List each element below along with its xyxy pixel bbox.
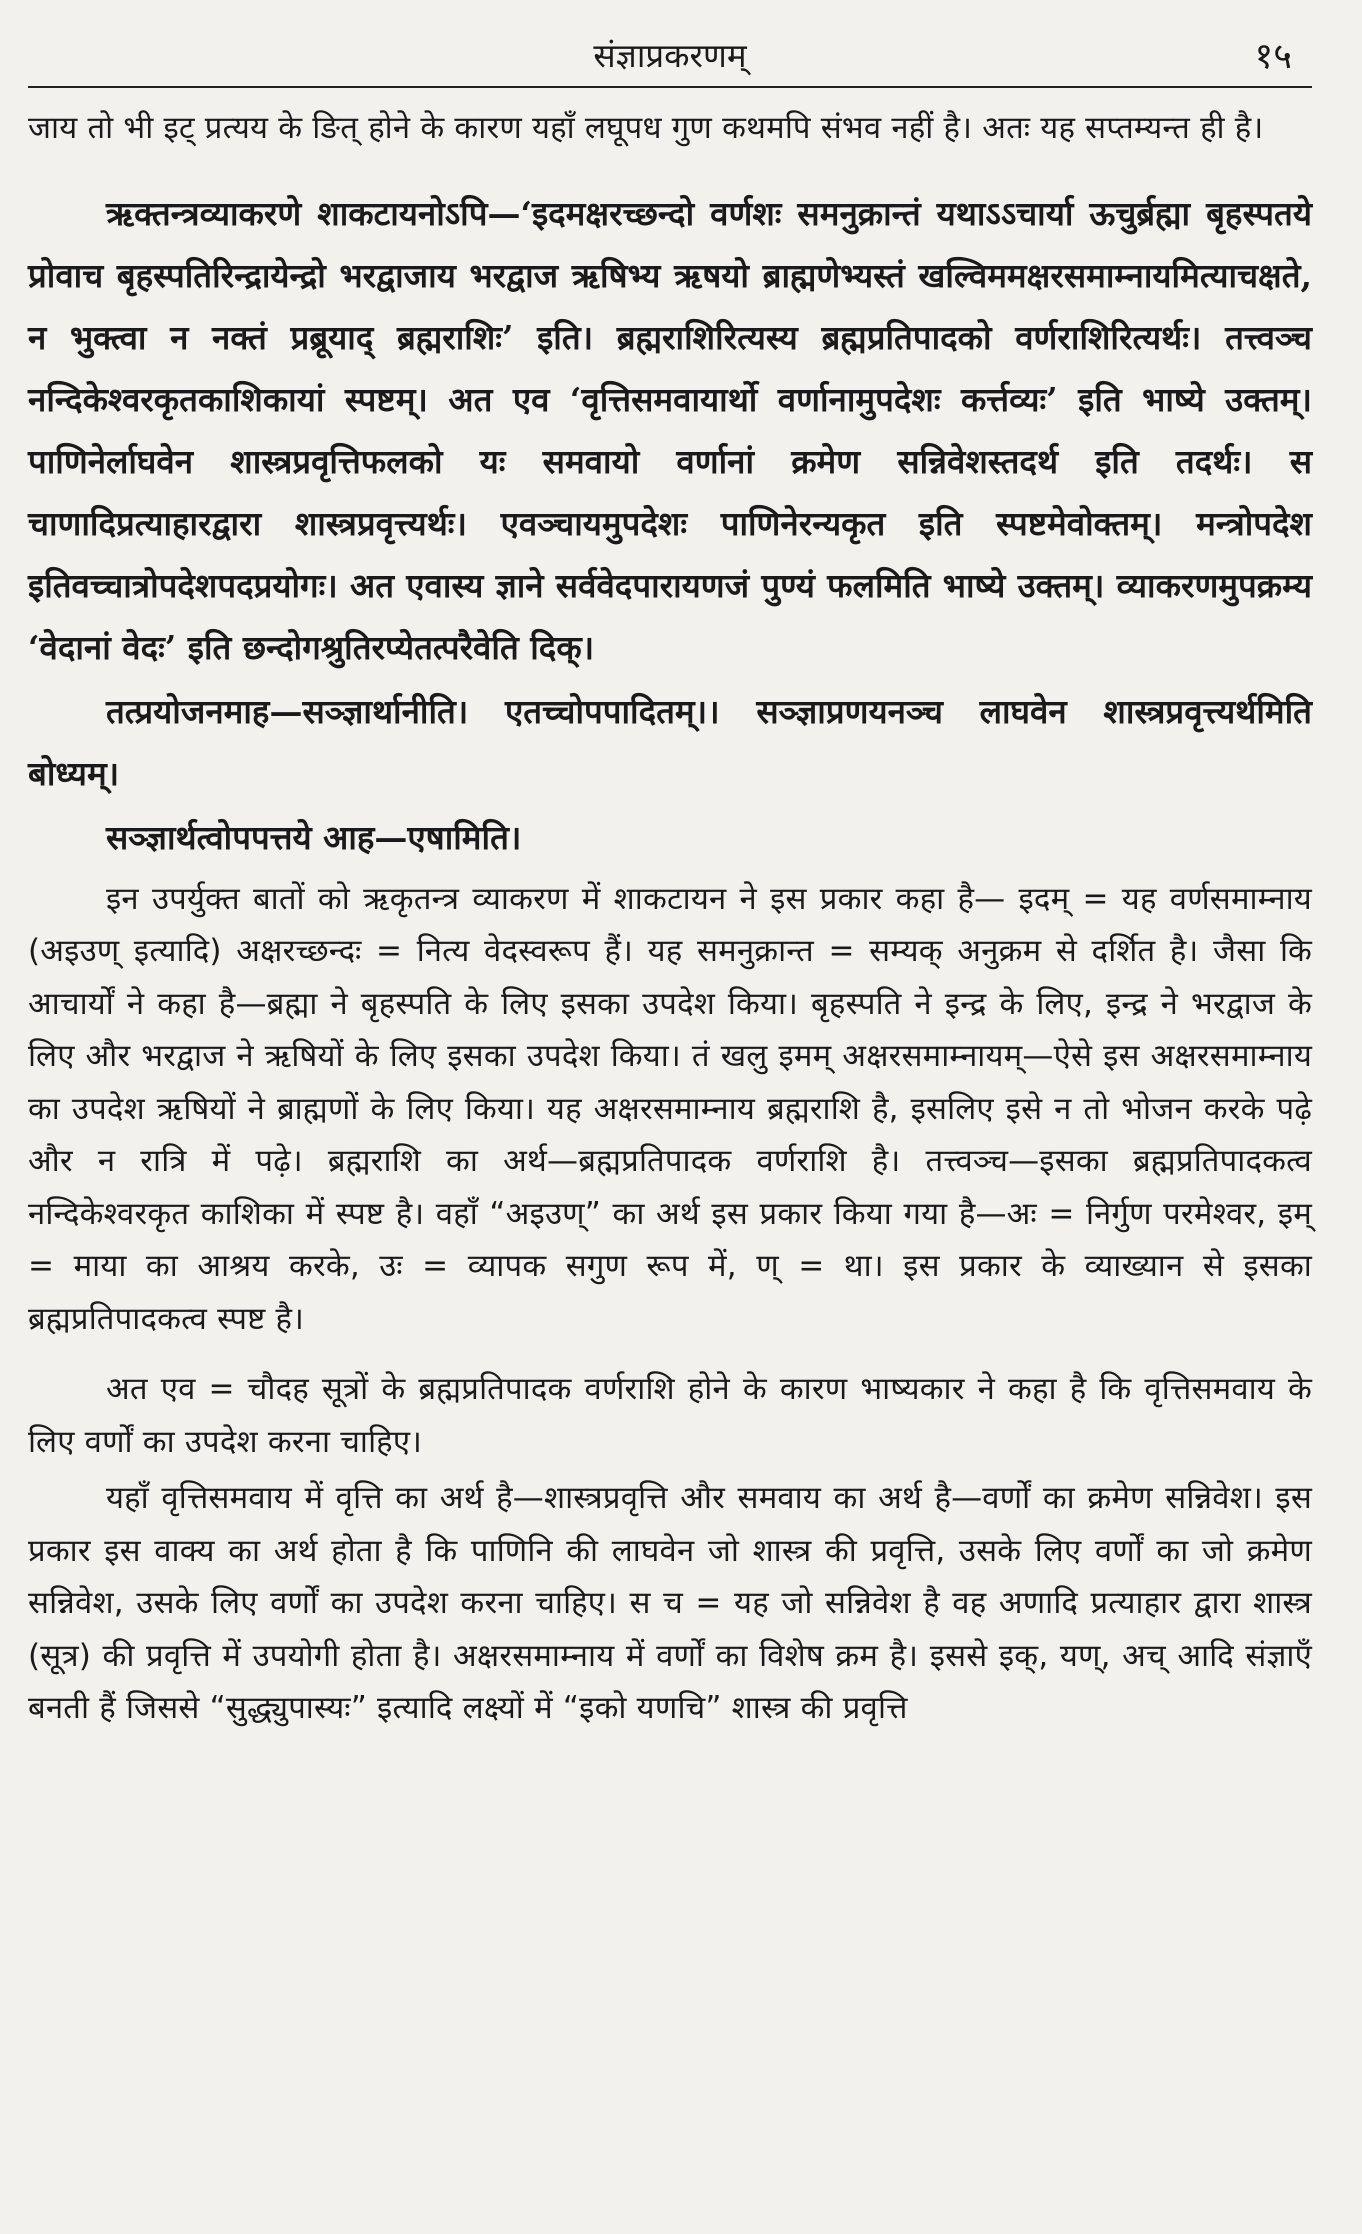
hindi-vritti-samavaya-paragraph: यहाँ वृत्तिसमवाय में वृत्ति का अर्थ है—शास्त्रप्रवृत्ति और समवाय का अर्थ है—वर्णों का क्रमेण सन्निवेश। इस प्रकार इस वाक्य का अर्थ होता है कि पाणिनि की लाघवेन जो शास्त्र की प्रवृत्ति, उसके लिए वर्णों का जो क्रमेण सन्निवेश, उसके लिए वर्णों का उपदेश करना चाहिए। स च = यह जो सन्निवेश है वह अणादि प्रत्याहार द्वारा शास्त्र (सूत्र) की प्रवृत्ति में उपयोगी होता है। अक्षरसमाम्नाय में वर्णों का विशेष क्रम है। इससे इक्, यण्, अच् आदि संज्ञाएँ बनती हैं जिससे “सुद्ध्युपास्यः” इत्यादि लक्ष्यों में “इको यणचि” शास्त्र की प्रवृत्ति [28, 1480, 1312, 1726]
page-header [28, 0, 1312, 88]
sanskrit-purpose-paragraph: तत्प्रयोजनमाह—सञ्ज्ञार्थानीति। एतच्चोपपादितम्।। सञ्ज्ञाप्रणयनञ्च लाघवेन शास्त्रप्रवृत्त्यर्थमिति बोध्यम्। [28, 691, 1312, 793]
page-number: १५ [1254, 36, 1292, 77]
continuation-paragraph: जाय तो भी इट् प्रत्यय के ङित् होने के कारण यहाँ लघूपध गुण कथमपि संभव नहीं है। अतः यह सप्तम्यन्त ही है। [28, 110, 1264, 146]
running-title: संज्ञाप्रकरणम् [593, 36, 747, 75]
sanskrit-commentary-paragraph: ऋक्तन्त्रव्याकरणे शाकटायनोऽपि—‘इदमक्षरच्छन्दो वर्णशः समनुक्रान्तं यथाऽऽचार्या ऊचुर्ब्रह्मा बृहस्पतये प्रोवाच बृहस्पतिरिन्द्रायेन्द्रो भरद्वाजाय भरद्वाज ऋषिभ्य ऋषयो ब्राह्मणेभ्यस्तं खल्विममक्षरसमाम्नायमित्याचक्षते, न भुक्त्वा न नक्तं प्रब्रूयाद् ब्रह्मराशिः’ इति। ब्रह्मराशिरित्यस्य ब्रह्मप्रतिपादको वर्णराशिरित्यर्थः। तत्त्वञ्च नन्दिकेश्वरकृतकाशिकायां स्पष्टम्। अत एव ‘वृत्तिसमवायार्थो वर्णानामुपदेशः कर्त्तव्यः’ इति भाष्ये उक्तम्। पाणिनेर्लाघवेन शास्त्रप्रवृत्तिफलको यः समवायो वर्णानां क्रमेण सन्निवेशस्तदर्थ इति तदर्थः। स चाणादिप्रत्याहारद्वारा शास्त्रप्रवृत्त्यर्थः। एवञ्चायमुपदेशः पाणिनेरन्यकृत इति स्पष्टमेवोक्तम्। मन्त्रोपदेश इतिवच्चात्रोपदेशपदप्रयोगः। अत एवास्य ज्ञाने सर्ववेदपारायणजं पुण्यं फलमिति भाष्ये उक्तम्। व्याकरणमुपक्रम्य ‘वेदानां वेदः’ इति छन्दोगश्रुतिरप्येतत्परैवेति दिक्। [28, 193, 1312, 667]
hindi-ata-eva-paragraph: अत एव = चौदह सूत्रों के ब्रह्मप्रतिपादक वर्णराशि होने के कारण भाष्यकार ने कहा है कि वृत्तिसमवाय के लिए वर्णों का उपदेश करना चाहिए। [28, 1371, 1312, 1460]
sanskrit-introduction-line: सञ्ज्ञार्थत्वोपपत्तये आह—एषामिति। [106, 817, 522, 857]
hindi-explanation-paragraph: इन उपर्युक्त बातों को ऋकृतन्त्र व्याकरण में शाकटायन ने इस प्रकार कहा है— इदम् = यह वर्णसमाम्नाय (अइउण् इत्यादि) अक्षरच्छन्दः = नित्य वेदस्वरूप हैं। यह समनुक्रान्त = सम्यक् अनुक्रम से दर्शित है। जैसा कि आचार्यों ने कहा है—ब्रह्मा ने बृहस्पति के लिए इसका उपदेश किया। बृहस्पति ने इन्द्र के लिए, इन्द्र ने भरद्वाज के लिए और भरद्वाज ने ऋषियों के लिए इसका उपदेश किया। तं खलु इमम् अक्षरसमाम्नायम्—ऐसे इस अक्षरसमाम्नाय का उपदेश ऋषियों ने ब्राह्मणों के लिए किया। यह अक्षरसमाम्नाय ब्रह्मराशि है, इसलिए इसे न तो भोजन करके पढ़े और न रात्रि में पढ़े। ब्रह्मराशि का अर्थ—ब्रह्मप्रतिपादक वर्णराशि है। तत्त्वञ्च—इसका ब्रह्मप्रतिपादकत्व नन्दिकेश्वरकृत काशिका में स्पष्ट है। वहाँ “अइउण्” का अर्थ इस प्रकार किया गया है—अः = निर्गुण परमेश्वर, इम् = माया का आश्रय करके, उः = व्यापक सगुण रूप में, ण् = था। इस प्रकार के व्याख्यान से इसका ब्रह्मप्रतिपादकत्व स्पष्ट है। [28, 880, 1312, 1337]
